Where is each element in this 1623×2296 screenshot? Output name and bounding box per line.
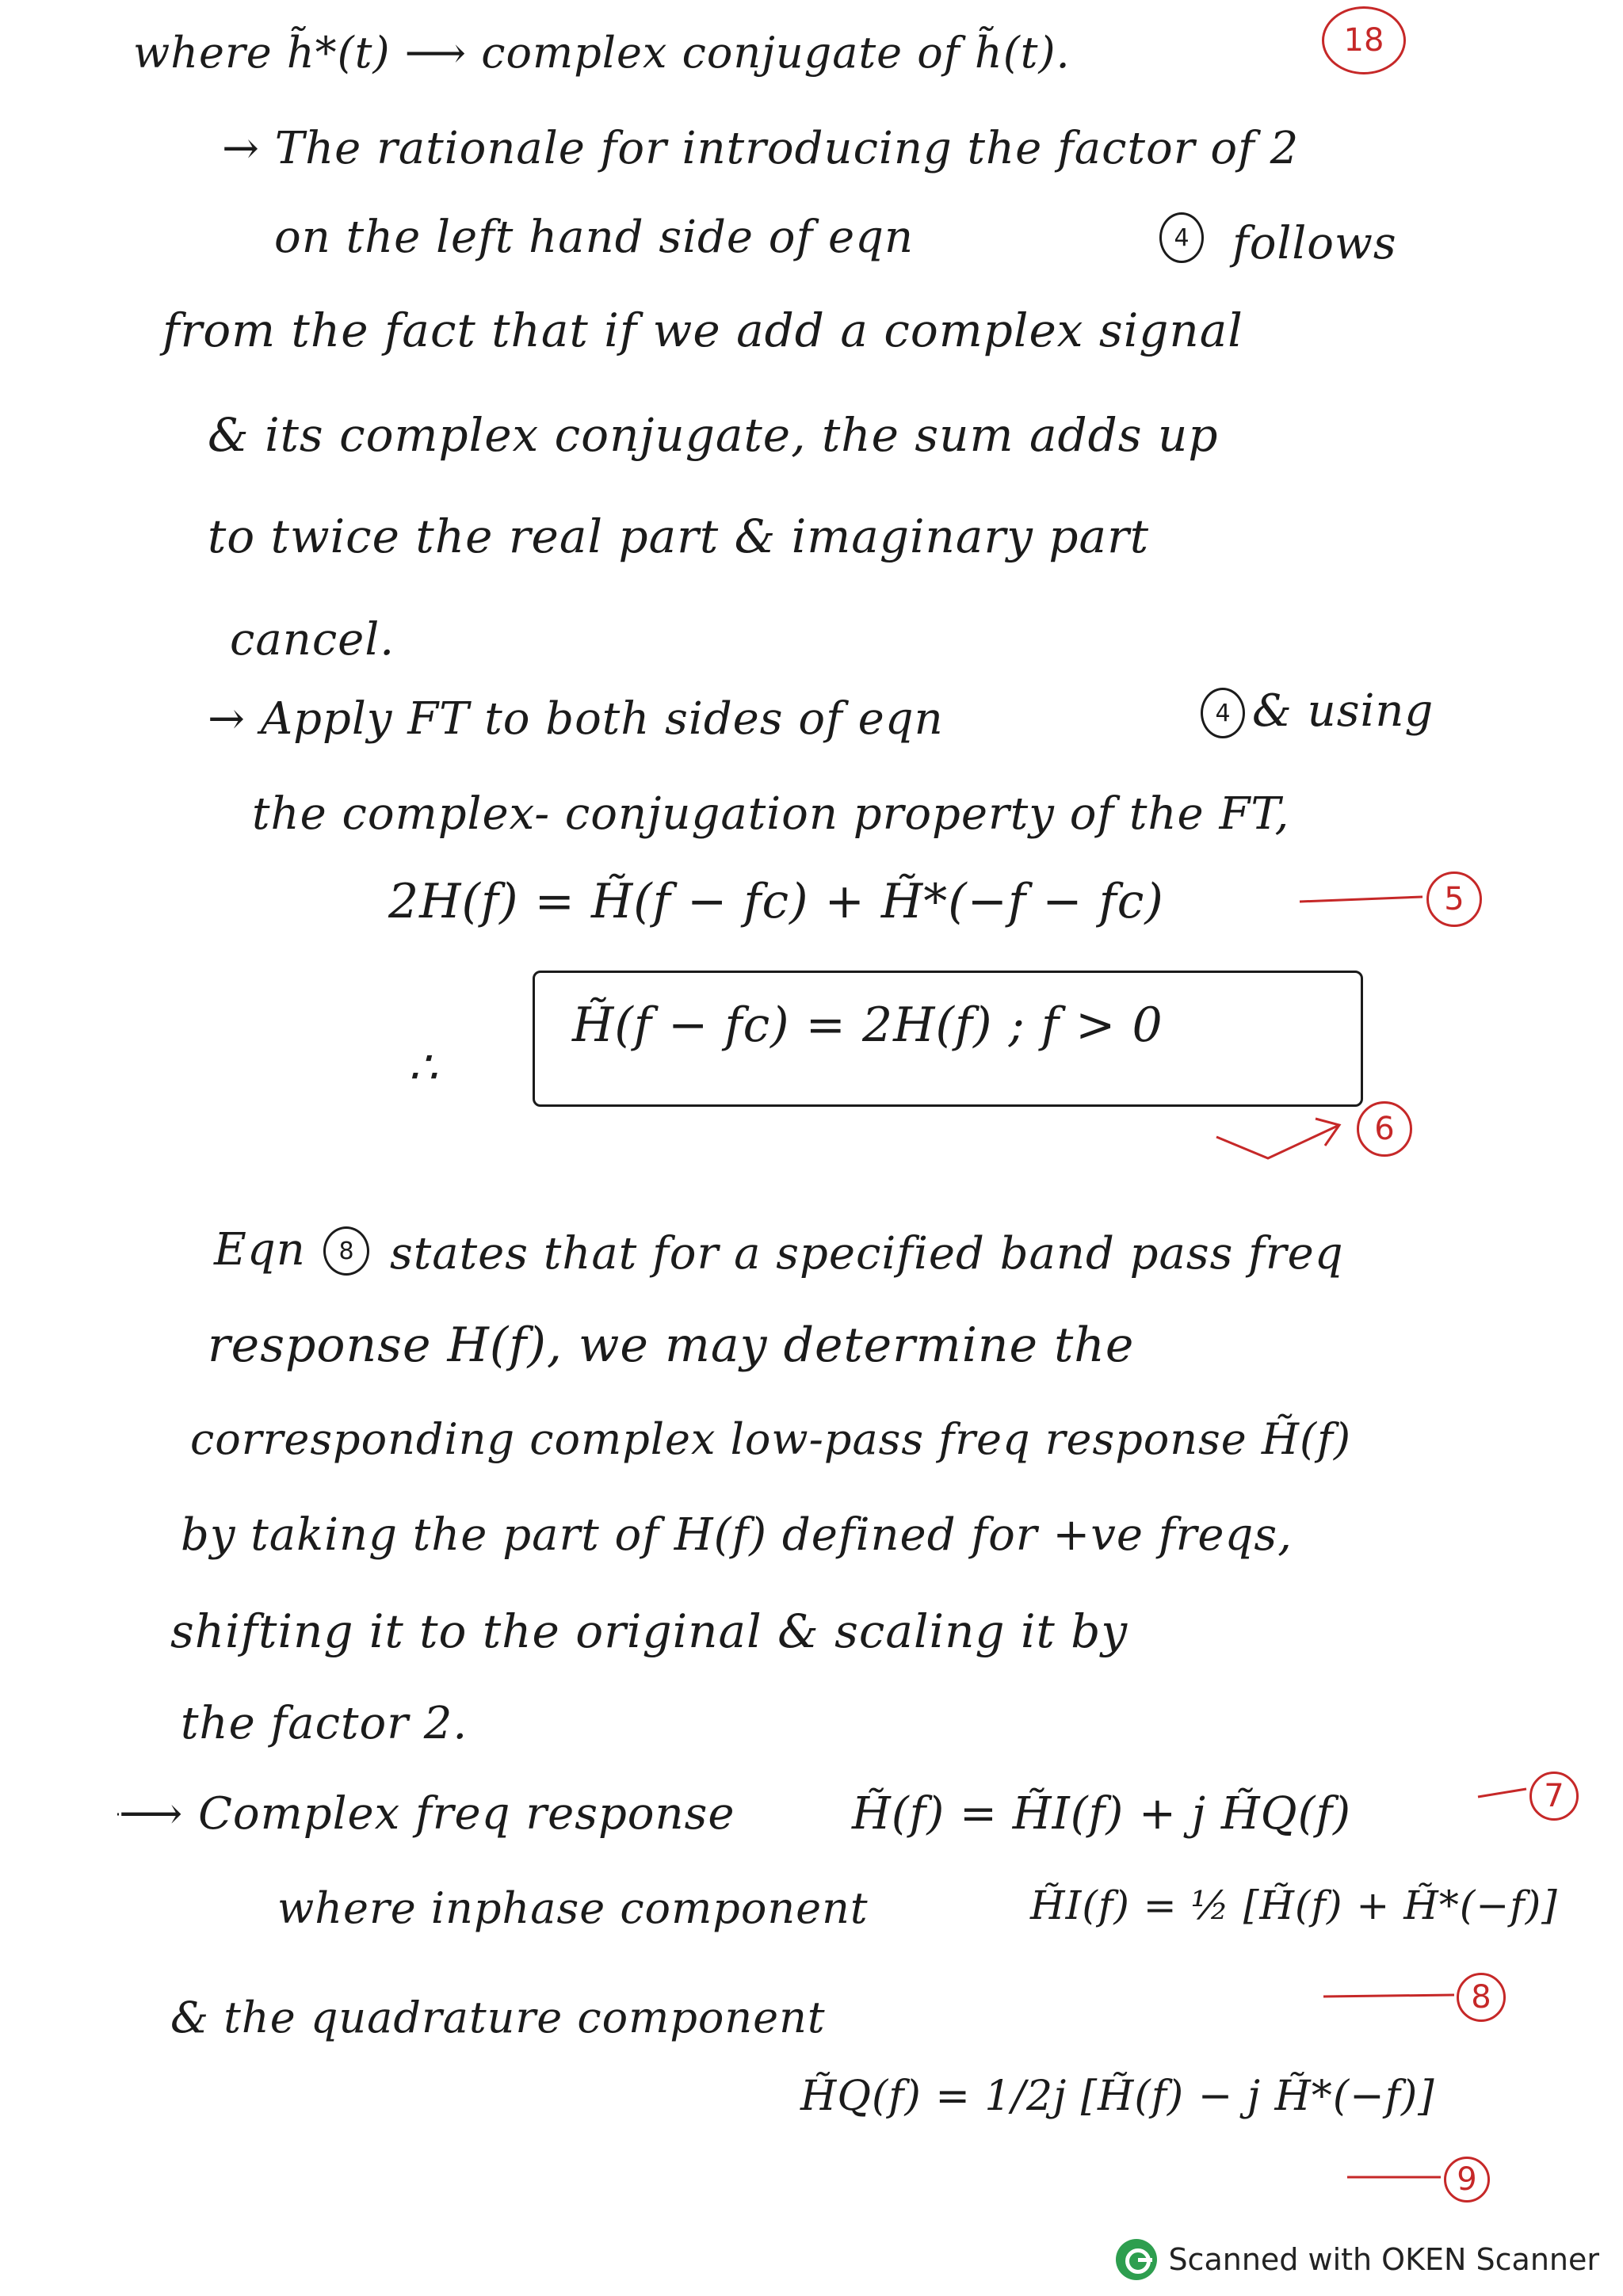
line-left-hand-side: on the left hand side of eqn <box>274 212 915 263</box>
equation-7: H̃(f) = H̃I(f) + j H̃Q(f) <box>852 1788 1352 1840</box>
arrow-to-eqn-7 <box>1478 1789 1526 1797</box>
line-eqn-8-states: Eqn <box>214 1224 306 1276</box>
eqn-ref-4-b: 4 <box>1201 688 1245 738</box>
line-complex-freq-response: ⟶ Complex freq response <box>119 1788 735 1840</box>
line-rationale: → The rationale for introducing the factor of 2 <box>222 123 1300 174</box>
equation-5: 2H(f) = H̃(f − fc) + H̃*(−f − fc) <box>388 874 1164 929</box>
line-conjugate-definition: where h̃*(t) ⟶ complex conjugate of h̃(t). <box>133 28 1071 78</box>
arrow-to-eqn-6-head <box>1316 1119 1339 1146</box>
equation-9-tag: 9 <box>1444 2157 1490 2203</box>
line-taking-part: by taking the part of H(f) defined for +ve freqs, <box>181 1509 1293 1561</box>
line-shifting: shifting it to the original & scaling it by <box>170 1604 1128 1658</box>
line-quadrature-component: & the quadrature component <box>170 1993 826 2042</box>
line-twice-real-part: to twice the real part & imaginary part <box>208 509 1150 563</box>
line-cancel: cancel. <box>230 614 395 666</box>
line-complex-conjugate: & its complex conjugate, the sum adds up <box>208 408 1219 462</box>
line-states-that: states that for a specified band pass freq <box>390 1228 1344 1280</box>
arrow-to-eqn-6 <box>1216 1125 1339 1158</box>
therefore-symbol: ∴ <box>408 1040 438 1094</box>
line-apply-ft: → Apply FT to both sides of eqn <box>208 693 944 745</box>
eqn-ref-4-a: 4 <box>1159 212 1204 263</box>
line-using: & using <box>1252 685 1434 737</box>
page-number-badge <box>1322 6 1406 74</box>
equation-9: H̃Q(f) = 1/2j [H̃(f) − j H̃*(−f)] <box>800 2073 1435 2120</box>
arrow-to-eqn-5 <box>1300 897 1423 902</box>
scanner-footer <box>1116 2239 1599 2280</box>
page-number: 18 <box>1343 22 1384 59</box>
line-response-hf: response H(f), we may determine the <box>208 1318 1135 1373</box>
arrow-to-eqn-8 <box>1323 1995 1454 1997</box>
equation-6-tag: 6 <box>1357 1101 1412 1157</box>
equation-8: H̃I(f) = ½ [H̃(f) + H̃*(−f)] <box>1030 1882 1558 1928</box>
oken-scanner-logo-icon <box>1116 2239 1157 2280</box>
equation-6: H̃(f − fc) = 2H(f) ; f > 0 <box>572 997 1163 1053</box>
scanner-label: Scanned with OKEN Scanner <box>1168 2242 1599 2277</box>
line-inphase-component: where inphase component <box>277 1883 869 1933</box>
line-conjugation-property: the complex- conjugation property of the FT, <box>252 788 1290 840</box>
equation-7-tag: 7 <box>1529 1772 1579 1821</box>
line-corresponding: corresponding complex low-pass freq response H̃(f) <box>190 1414 1352 1464</box>
equation-8-tag: 8 <box>1457 1973 1506 2022</box>
line-follows: follows <box>1232 218 1397 269</box>
equation-5-tag: 5 <box>1426 871 1482 927</box>
line-fact: from the fact that if we add a complex signal <box>162 303 1243 357</box>
eqn-ref-8: 8 <box>323 1226 369 1276</box>
line-factor-2: the factor 2. <box>181 1698 468 1749</box>
